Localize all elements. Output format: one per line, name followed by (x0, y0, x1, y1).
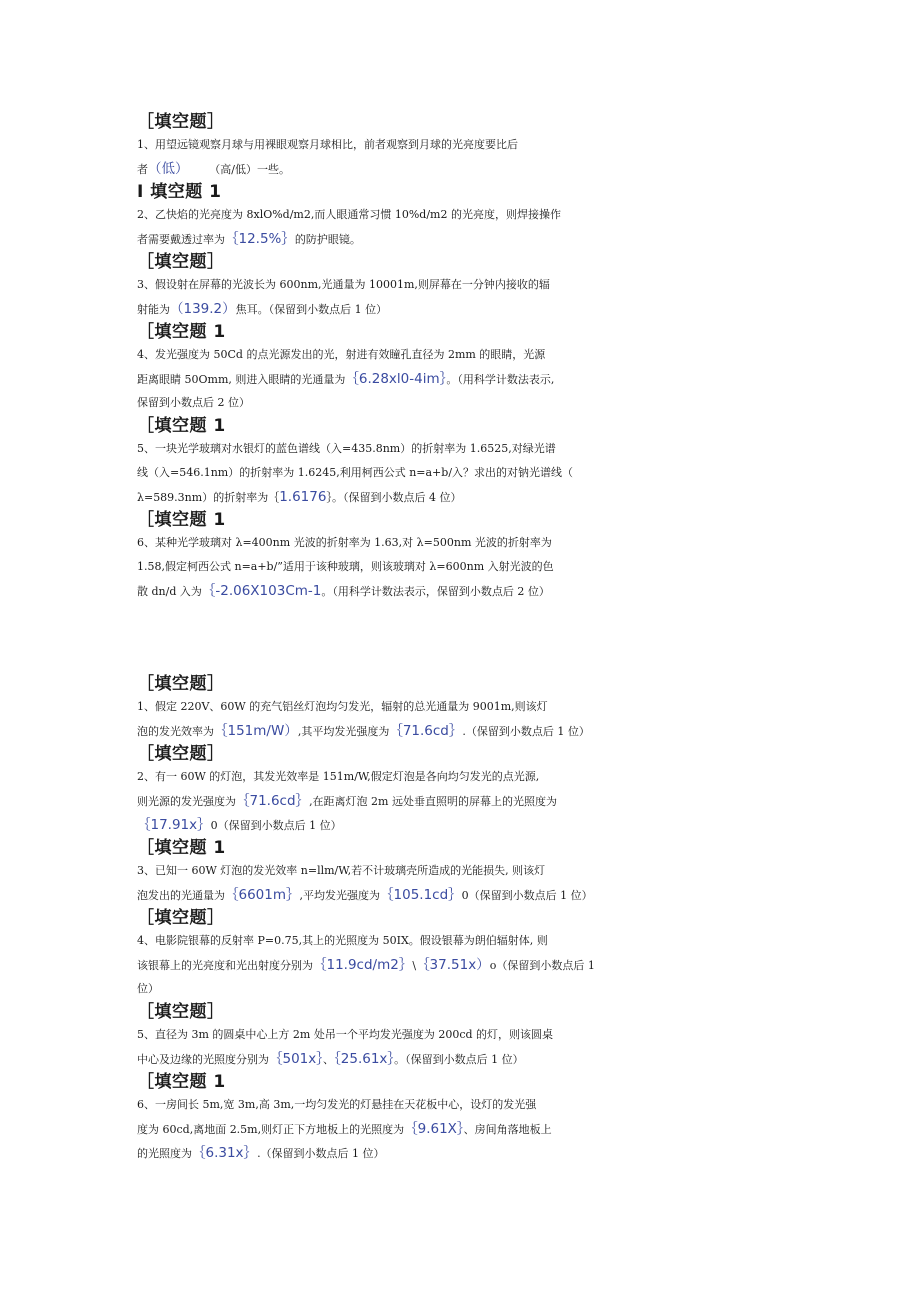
question-text-line (137, 461, 787, 485)
question-text: 6、某种光学玻璃对 λ=400nm 光波的折射率为 1.63,对 λ=500nm 光波的折射率为 (137, 536, 552, 549)
question-text: 射能为 (137, 303, 170, 316)
question-text: 焦耳。（保留到小数点后 1 位） (235, 303, 388, 316)
question-text: 0（保留到小数点后 1 位） (461, 889, 593, 902)
question-text-line (137, 1117, 787, 1141)
question-text: 者需要戴透过率为 (137, 233, 225, 246)
question-text: 的防护眼镜。 (294, 233, 361, 246)
question-text: 散 dn/d 入为 (137, 585, 202, 598)
answer-text: ｛12.5%｝ (225, 231, 295, 247)
question-type-heading: ［填空题 1 (137, 1072, 226, 1092)
question-section-2 (137, 673, 787, 1165)
question-text-line (137, 297, 787, 321)
question-type-heading: ［填空题］ (137, 112, 225, 132)
question-text: .（保留到小数点后 1 位） (462, 725, 590, 738)
question-text: 的光照度为 (137, 1147, 192, 1160)
question-text-line (137, 719, 787, 743)
question-text: 1、假定 220V、60W 的充气铝丝灯泡均匀发光，辐射的总光通量为 9001m,则该灯 (137, 700, 548, 713)
question-type-heading: ［填空题 1 (137, 322, 226, 342)
question-item (137, 1071, 787, 1165)
question-text-line (137, 813, 787, 837)
answer-text: ｛-2.06X103Cm-1 (201, 583, 322, 599)
question-text-line (137, 1023, 787, 1047)
question-text: 5、直径为 3m 的圆桌中心上方 2m 处吊一个平均发光强度为 200cd 的灯，则该圆桌 (137, 1028, 554, 1041)
question-text: 保留到小数点后 2 位） (137, 396, 250, 409)
answer-text: ｛25.61x｝ (334, 1051, 395, 1067)
question-text-line (137, 227, 787, 251)
question-text: 中心及边缘的光照度分别为 (137, 1053, 269, 1066)
question-item (137, 743, 787, 837)
question-text: 1、用望远镜观察月球与用裸眼观察月球相比，前者观察到月球的光亮度要比后 (137, 138, 518, 151)
answer-text: （低） (148, 161, 182, 177)
question-text: 、房间角落地板上 (463, 1123, 552, 1136)
question-text: 该银幕上的光亮度和光出射度分别为 (137, 959, 313, 972)
question-text: 线（入=546.1nm）的折射率为 1.6245,利用柯西公式 n=a+b∕入？求出的对钠光谱线（ (137, 466, 574, 479)
answer-text: ｛105.1cd｝ (380, 887, 462, 903)
question-item (137, 111, 787, 181)
question-item (137, 837, 787, 907)
question-text-line (137, 485, 787, 509)
question-text: 度为 60cd,离地面 2.5m,则灯正下方地板上的光照度为 (137, 1123, 405, 1136)
question-text: ,平均发光强度为 (299, 889, 381, 902)
question-type-heading: ［填空题］ (137, 908, 225, 928)
answer-text: ｛6.31x｝ (192, 1145, 258, 1161)
question-type-heading: ［填空题］ (137, 252, 225, 272)
question-type-heading: ［填空题 1 (137, 510, 226, 530)
answer-text: ｛71.6cd｝ (236, 793, 310, 809)
question-text-line (137, 977, 787, 1001)
question-item (137, 509, 787, 603)
question-text: 则光源的发光强度为 (137, 795, 236, 808)
question-text: λ=589.3nm）的折射率为｛ (137, 491, 280, 504)
question-text: 。（用科学计数法表示, (446, 373, 555, 386)
question-text: 2、有一 60W 的灯泡，其发光效率是 151m∕W,假定灯泡是各向均匀发光的点光源, (137, 770, 540, 783)
question-text-line (137, 437, 787, 461)
question-text-line (137, 391, 787, 415)
question-text: 0（保留到小数点后 1 位） (210, 819, 342, 832)
question-text: 1.58,假定柯西公式 n=a+b∕”适用于该种玻璃，则该玻璃对 λ=600nm 入射光波的色 (137, 560, 554, 573)
question-type-heading: ［填空题 1 (137, 416, 226, 436)
question-text-line (137, 883, 787, 907)
question-type-heading: I 填空题 1 (137, 182, 222, 202)
question-text-line (137, 765, 787, 789)
question-text: .（保留到小数点后 1 位） (257, 1147, 385, 1160)
question-type-heading: ［填空题］ (137, 674, 225, 694)
answer-text: ｛9.61X｝ (404, 1121, 464, 1137)
question-text-line (137, 343, 787, 367)
question-item (137, 1001, 787, 1071)
answer-text: （139.2） (170, 301, 236, 317)
question-text: 。（用科学计数法表示，保留到小数点后 2 位） (321, 585, 550, 598)
question-text-line (137, 157, 787, 181)
question-text: o（保留到小数点后 1 (489, 959, 595, 972)
question-text: ,其平均发光强度为 (297, 725, 390, 738)
question-text: 4、电影院银幕的反射率 P=0.75,其上的光照度为 50IX。假设银幕为朗伯辐射体, 则 (137, 934, 548, 947)
question-text-line (137, 929, 787, 953)
question-text-line (137, 1047, 787, 1071)
question-text: 。（保留到小数点后 1 位） (394, 1053, 524, 1066)
answer-text: ｛151m∕W） (214, 723, 298, 739)
question-text: 2、乙快焰的光亮度为 8xlO%d∕m2,而人眼通常习惯 10%d∕m2 的光亮度，则焊接操作 (137, 208, 561, 221)
question-item (137, 673, 787, 743)
question-text-line (137, 203, 787, 227)
question-text-line (137, 273, 787, 297)
question-item (137, 907, 787, 1001)
answer-text: ｛11.9cd∕m2｝ (313, 957, 413, 973)
question-text-line (137, 555, 787, 579)
question-text: 3、假设射在屏幕的光波长为 600nm,光通量为 10001m,则屏幕在一分钟内接收的辐 (137, 278, 550, 291)
question-text-line (137, 1141, 787, 1165)
question-text-line (137, 133, 787, 157)
question-text: 泡的发光效率为 (137, 725, 214, 738)
question-text-line (137, 695, 787, 719)
question-type-heading: ［填空题 1 (137, 838, 226, 858)
question-text: ,在距离灯泡 2m 远处垂直照明的屏幕上的光照度为 (309, 795, 557, 808)
answer-text: ｛6601m｝ (225, 887, 300, 903)
question-text-line (137, 859, 787, 883)
answer-text: ｛71.6cd｝ (389, 723, 463, 739)
answer-text: ｛501x｝ (269, 1051, 324, 1067)
question-text: 3、已知一 60W 灯泡的发光效率 n=llm∕W,若不计玻璃壳所造成的光能损失, 则该灯 (137, 864, 546, 877)
question-text: 位） (137, 982, 159, 995)
question-text: ｝。（保留到小数点后 4 位） (326, 491, 462, 504)
question-text-line (137, 531, 787, 555)
question-item (137, 251, 787, 321)
question-text: 、 (323, 1053, 335, 1066)
answer-text: ｛17.91x｝ (137, 817, 211, 833)
question-text-line (137, 1093, 787, 1117)
question-text: 距离眼睛 50Omm, 则进入眼睛的光通量为 (137, 373, 346, 386)
question-text-line (137, 789, 787, 813)
question-text-line (137, 953, 787, 977)
question-text: 5、一块光学玻璃对水银灯的蓝色谱线（入=435.8nm）的折射率为 1.6525,对绿光谱 (137, 442, 556, 455)
question-text: 者 (137, 163, 148, 176)
answer-text: 1.6176 (279, 489, 327, 505)
question-text: 4、发光强度为 50Cd 的点光源发出的光，射进有效瞳孔直径为 2mm 的眼睛，光源 (137, 348, 546, 361)
question-item (137, 181, 787, 251)
question-type-heading: ［填空题］ (137, 1002, 225, 1022)
question-text: \ (412, 959, 417, 972)
question-type-heading: ［填空题］ (137, 744, 225, 764)
question-text-line (137, 367, 787, 391)
question-section-1 (137, 111, 787, 603)
answer-text: ｛37.51x） (416, 957, 490, 973)
question-text-line (137, 579, 787, 603)
question-item (137, 415, 787, 509)
question-text: 泡发出的光通量为 (137, 889, 225, 902)
answer-text: ｛6.28xl0-4im｝ (345, 371, 447, 387)
question-item (137, 321, 787, 415)
question-text: （高/低）一些。 (181, 163, 290, 176)
question-text: 6、一房间长 5m,宽 3m,高 3m,一均匀发光的灯悬挂在天花板中心，设灯的发光强 (137, 1098, 537, 1111)
